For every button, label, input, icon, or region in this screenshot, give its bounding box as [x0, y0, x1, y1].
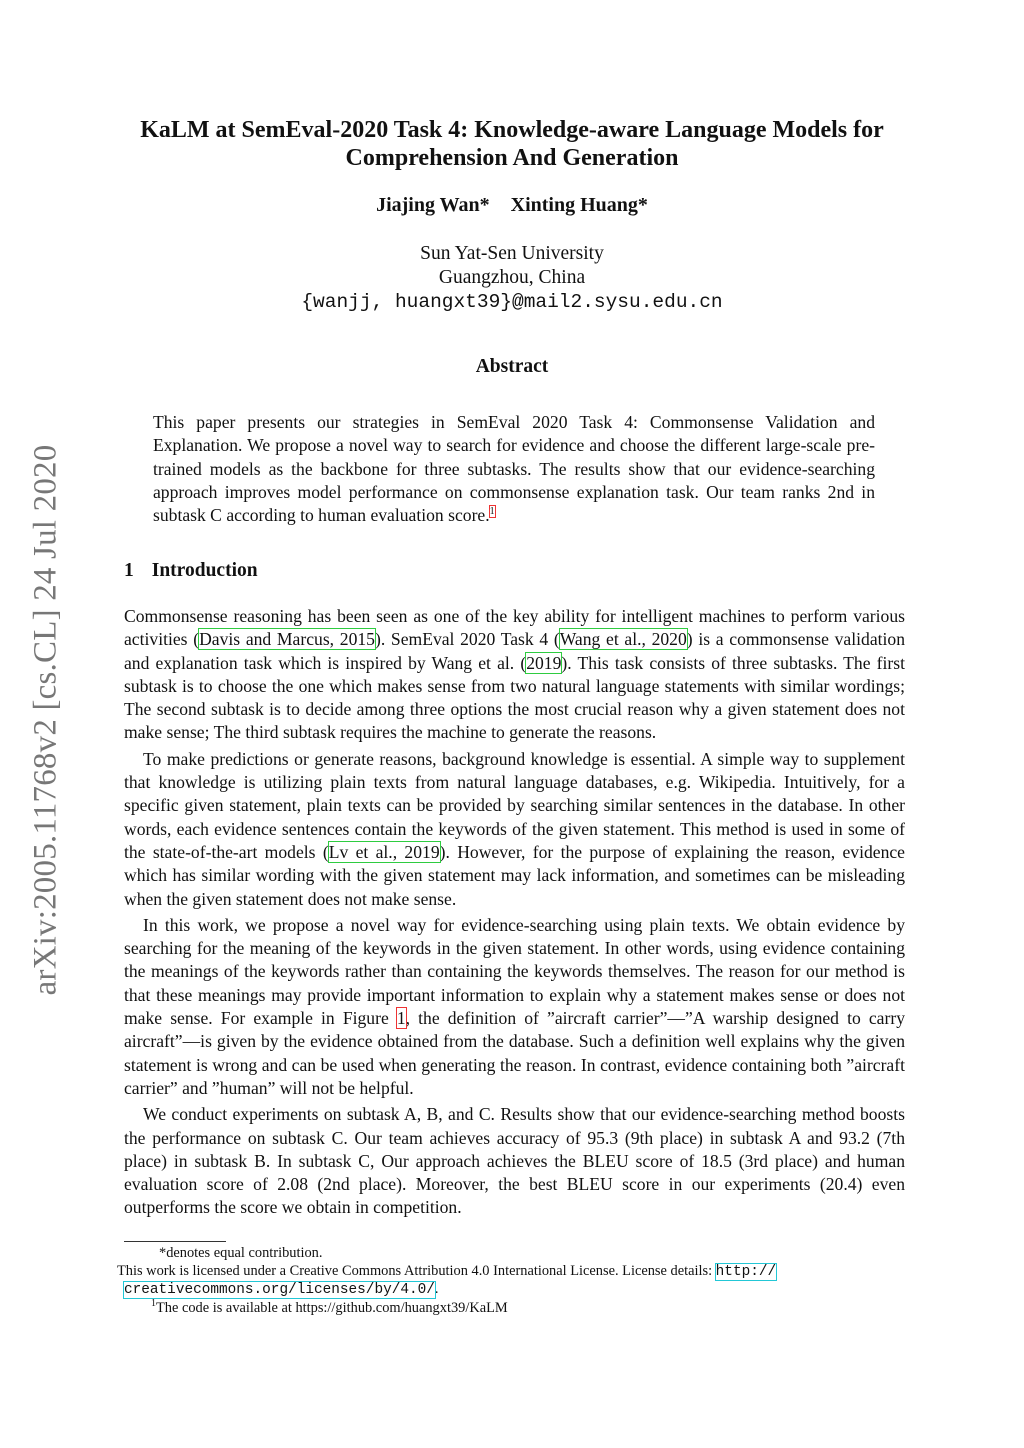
text-run: In this work, we propose a novel way for evidence-searching using plain texts. We obtain evidence by searching for the meaning of the keywords in the given statement. In other words, using evidence containing the meanings of the keywords rather than containing the keywords themselves. The reason for our method is that these meanings may provide important information to explain why a statement makes sense or does not make sense. For example in Figure	[124, 914, 905, 1029]
text-run: ). However, for the purpose of explaining the reason, evidence which has similar wording with the given statement may lack information, and sometimes can be misleading when the given statement does not make sense.	[124, 841, 905, 909]
text-run: ) is a commonsense validation and explanation task which is inspired by Wang et al. (	[124, 629, 905, 673]
paragraph-1	[124, 605, 905, 745]
text-run: Commonsense reasoning has been seen as one of the key ability for intelligent machines to perform various activities (	[124, 606, 905, 650]
introduction-body	[124, 605, 905, 1223]
author-2: Xinting Huang*	[510, 194, 648, 216]
citation-wang-2019[interactable]: 2019	[526, 652, 562, 673]
footnote-equal-contribution: *denotes equal contribution.	[159, 1245, 323, 1261]
title-line-2: Comprehension And Generation	[345, 145, 679, 171]
license-url-part-1[interactable]: http://	[715, 1263, 777, 1280]
paper-title	[100, 116, 924, 172]
footnote-rule	[124, 1241, 226, 1242]
paragraph-2	[124, 748, 905, 911]
arxiv-sidebar	[6, 444, 86, 996]
section-number: 1	[124, 560, 134, 581]
affiliation	[0, 242, 1024, 314]
license-text: This work is licensed under a Creative Commons Attribution 4.0 International License. License details:	[117, 1262, 716, 1279]
location: Guangzhou, China	[438, 267, 586, 288]
license-url-part-2[interactable]: creativecommons.org/licenses/by/4.0/	[124, 1282, 435, 1298]
abstract-text: This paper presents our strategies in SemEval 2020 Task 4: Commonsense Validation and Explanation. We propose a novel way to search for evidence and choose the different large-scale pre-trained models as the backbone for three subtasks. The results show that our evidence-searching approach improves model performance on commonsense explanation task. Our team ranks 2nd in subtask C according to human evaluation score.	[153, 412, 875, 526]
text-run: ). This task consists of three subtasks. The first subtask is to choose the one which makes sense from two natural language statements with similar wordings; The second subtask is to decide among three options the most crucial reason why a given statement does not make sense; The third subtask requires the machine to generate the reasons.	[124, 652, 906, 743]
university: Sun Yat-Sen University	[420, 243, 604, 264]
paragraph-4: We conduct experiments on subtask A, B, and C. Results show that our evidence-searching method boosts the performance on subtask C. Our team achieves accuracy of 95.3 (9th place) in subtask A and 93.2 (7th place) in subtask B. In subtask C, Our approach achieves the BLEU score of 18.5 (3rd place) and human evaluation score of 2.08 (2nd place). Moreover, the best BLEU score in our experiments (20.4) even outperforms the score we obtain in competition.	[124, 1104, 905, 1218]
footnote-code	[117, 1297, 906, 1318]
section-heading	[124, 560, 258, 582]
citation-davis-marcus[interactable]: Davis and Marcus, 2015	[199, 629, 375, 650]
author-emails: {wanjj, huangxt39}@mail2.sysu.edu.cn	[301, 291, 723, 313]
author-1: Jiajing Wan*	[376, 194, 490, 216]
arxiv-identifier: arXiv:2005.11768v2 [cs.CL] 24 Jul 2020	[27, 444, 64, 996]
title-line-1: KaLM at SemEval-2020 Task 4: Knowledge-aware Language Models for	[140, 117, 884, 143]
text-run: , the definition of ”aircraft carrier”—”A warship designed to carry aircraft”—is given by the evidence obtained from the database. Such a definition well explains why the given statement is wrong and can be used when generating the reason. In contrast, evidence containing both ”aircraft carrier” and ”human” will not be helpful.	[124, 1008, 905, 1098]
code-availability: The code is available at https://github.com/huangxt39/KaLM	[156, 1299, 508, 1316]
footnote-license	[117, 1263, 906, 1300]
text-run: To make predictions or generate reasons, background knowledge is essential. A simple way to supplement that knowledge is utilizing plain texts from natural language databases, e.g. Wikipedia. Intuitively, for a specific given statement, plain texts can be provided by searching similar sentences in the database. In other words, each evidence sentences contain the keywords of the given statement. This method is used in some of the state-of-the-art models (	[124, 748, 905, 862]
citation-lv-2019[interactable]: Lv et al., 2019	[328, 841, 440, 862]
figure-1-link[interactable]: 1	[396, 1008, 406, 1029]
text-run: ). SemEval 2020 Task 4 (	[374, 629, 560, 650]
abstract-heading: Abstract	[475, 356, 549, 377]
footnote-code-mark: 1	[151, 1297, 156, 1309]
citation-wang-2020[interactable]: Wang et al., 2020	[559, 629, 687, 650]
abstract-body	[153, 411, 875, 527]
footnote-link-1[interactable]: 1	[489, 506, 495, 518]
license-end: .	[434, 1281, 439, 1297]
footnotes	[117, 1245, 906, 1317]
section-title: Introduction	[151, 560, 258, 581]
paragraph-3	[124, 914, 905, 1100]
author-list	[0, 194, 1024, 217]
